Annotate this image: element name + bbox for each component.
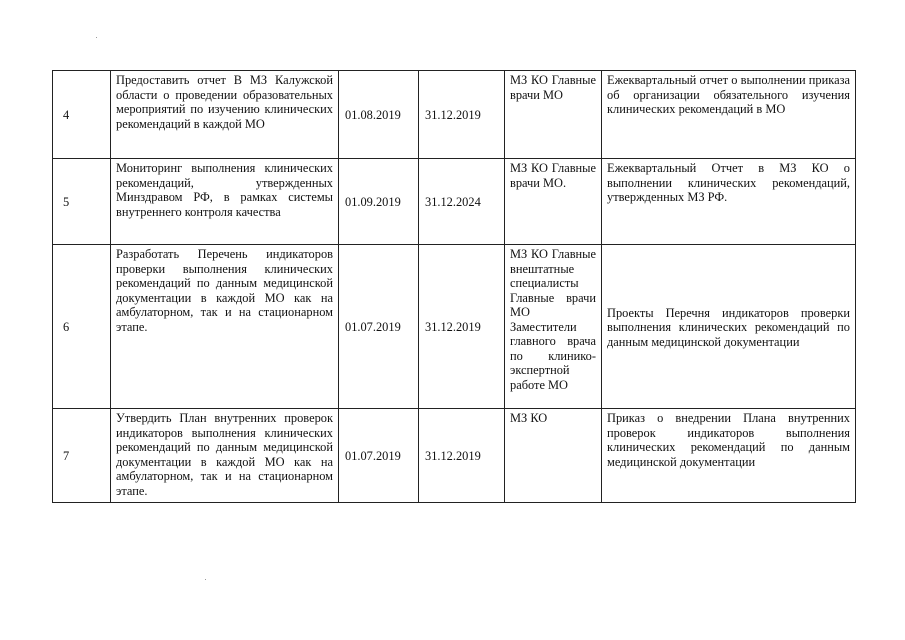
result-cell: Приказ о внедрении Плана внутренних проверок индикаторов выполнения клинических рекомендаций по данным медицинской документации: [602, 409, 856, 503]
table-row: [53, 71, 856, 159]
start-date-cell: 01.09.2019: [339, 159, 419, 245]
table-row: [53, 245, 856, 409]
scan-speck: [205, 579, 206, 580]
end-date-cell: 31.12.2024: [419, 159, 505, 245]
task-cell: Разработать Перечень индикаторов проверки выполнения клинических рекомендаций по данным медицинской документации в каждой МО как на амбулаторном, так и на стационарном этапе.: [111, 245, 339, 409]
result-cell: Ежеквартальный Отчет в МЗ КО о выполнении клинических рекомендаций, утвержденных МЗ РФ.: [602, 159, 856, 245]
end-date-cell: 31.12.2019: [419, 71, 505, 159]
result-cell: Ежеквартальный отчет о выполнении приказа об организации обязательного изучения клинических рекомендаций в МО: [602, 71, 856, 159]
row-number: 5: [53, 159, 111, 245]
row-number: 7: [53, 409, 111, 503]
row-number: 4: [53, 71, 111, 159]
end-date-cell: 31.12.2019: [419, 409, 505, 503]
table-row: [53, 409, 856, 503]
start-date-cell: 01.08.2019: [339, 71, 419, 159]
responsible-cell: МЗ КО Главные врачи МО.: [505, 159, 602, 245]
start-date-cell: 01.07.2019: [339, 409, 419, 503]
task-cell: Утвердить План внутренних проверок индикаторов выполнения клинических рекомендаций по данным медицинской документации в каждой МО как на амбулаторном, так и на стационарном этапе.: [111, 409, 339, 503]
responsible-cell: МЗ КО Главные врачи МО: [505, 71, 602, 159]
end-date-cell: 31.12.2019: [419, 245, 505, 409]
table-row: [53, 159, 856, 245]
task-cell: Предоставить отчет В МЗ Калужской области о проведении образовательных мероприятий по изучению клинических рекомендаций в каждой МО: [111, 71, 339, 159]
responsible-cell: МЗ КО Главные внештатные специалисты Главные врачи МО Заместители главного врача по клинико-экспертной работе МО: [505, 245, 602, 409]
result-cell: Проекты Перечня индикаторов проверки выполнения клинических рекомендаций по данным медицинской документации: [602, 245, 856, 409]
row-number: 6: [53, 245, 111, 409]
task-cell: Мониторинг выполнения клинических рекомендаций, утвержденных Минздравом РФ, в рамках системы внутреннего контроля качества: [111, 159, 339, 245]
action-plan-table: [52, 70, 856, 503]
responsible-cell: МЗ КО: [505, 409, 602, 503]
start-date-cell: 01.07.2019: [339, 245, 419, 409]
scan-speck: [96, 37, 97, 38]
